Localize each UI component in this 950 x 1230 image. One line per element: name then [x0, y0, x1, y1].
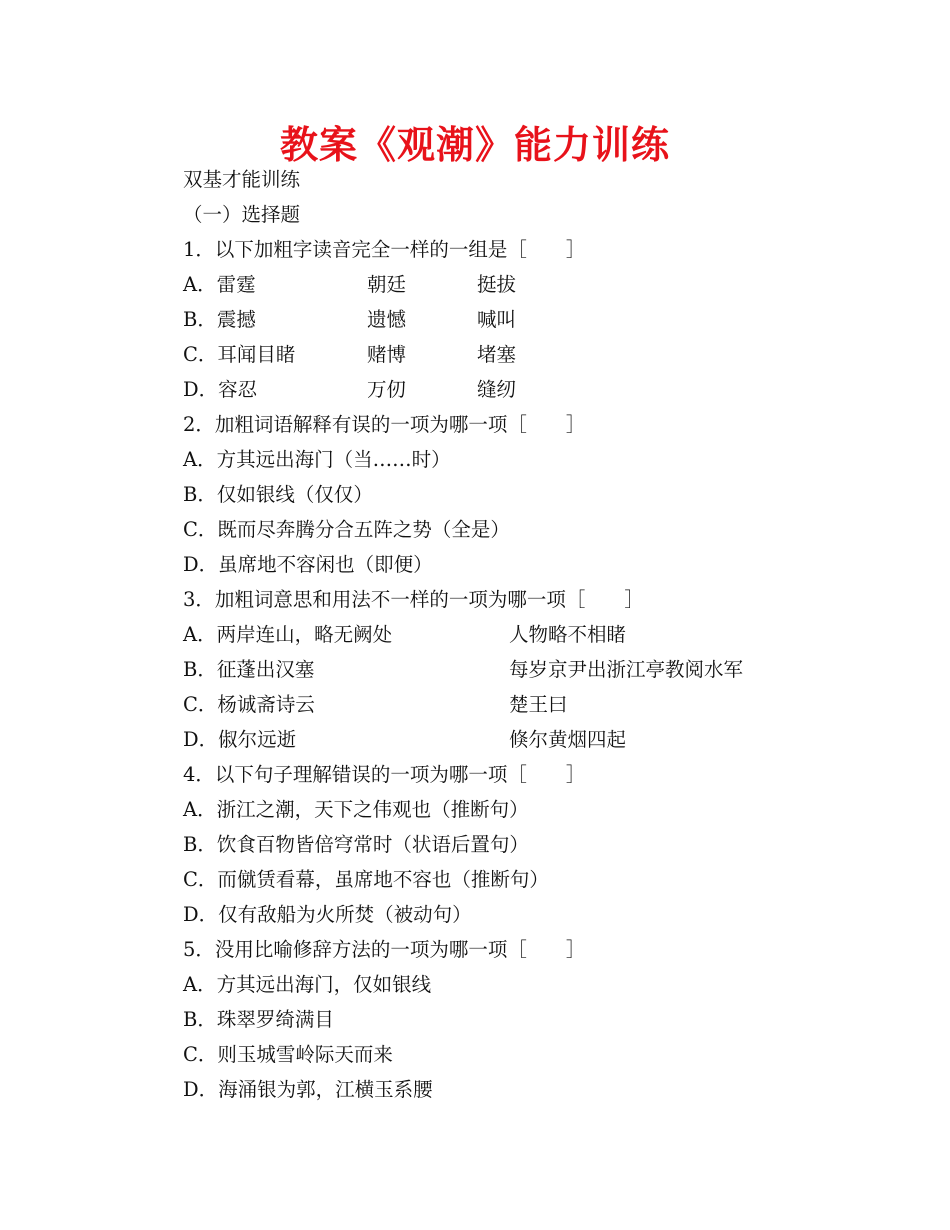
question-2-option-b: B．仅如银线（仅仅）	[183, 483, 373, 506]
question-4-option-d: D．仅有敌船为火所焚（被动句）	[183, 903, 472, 926]
subsection-heading: （一）选择题	[183, 203, 301, 226]
option-compare: 楚王曰	[509, 693, 568, 716]
question-3-option-d	[183, 722, 883, 757]
question-4-option-b: B．饮食百物皆倍穹常时（状语后置句）	[183, 833, 529, 856]
option-word-3: 挺拔	[477, 273, 517, 296]
option-label: A．雷霆	[183, 273, 256, 296]
option-compare: 倏尔黄烟四起	[509, 728, 627, 751]
question-3-option-a	[183, 617, 883, 652]
page-title: 教案《观潮》能力训练	[279, 123, 670, 167]
question-1-option-c	[183, 337, 883, 372]
option-word-3: 堵塞	[477, 343, 517, 366]
question-5-option-d: D．海涌银为郭，江横玉系腰	[183, 1078, 433, 1101]
question-2-stem: 2．加粗词语解释有误的一项为哪一项［ ］	[183, 413, 586, 436]
question-5-option-a: A．方其远出海门，仅如银线	[183, 973, 432, 996]
option-label: C．耳闻目睹	[183, 343, 296, 366]
option-label: B．征蓬出汉塞	[183, 658, 315, 681]
question-5-stem: 5．没用比喻修辞方法的一项为哪一项［ ］	[183, 938, 586, 961]
document-body	[183, 162, 883, 1107]
question-1-option-b	[183, 302, 883, 337]
option-compare: 人物略不相睹	[509, 623, 627, 646]
question-2-option-d: D．虽席地不容闲也（即便）	[183, 553, 433, 576]
question-3-option-c	[183, 687, 883, 722]
option-word-2: 遗憾	[367, 308, 407, 331]
option-label: B．震撼	[183, 308, 256, 331]
question-1-option-a	[183, 267, 883, 302]
question-1-stem: 1．以下加粗字读音完全一样的一组是［ ］	[183, 238, 586, 261]
option-word-2: 赌博	[367, 343, 407, 366]
option-compare: 每岁京尹出浙江亭教阅水军	[509, 658, 744, 681]
question-4-stem: 4．以下句子理解错误的一项为哪一项［ ］	[183, 763, 586, 786]
option-word-2: 朝廷	[367, 273, 407, 296]
question-4-option-a: A．浙江之潮，天下之伟观也（推断句）	[183, 798, 529, 821]
option-word-3: 缝纫	[477, 378, 517, 401]
option-label: C．杨诚斋诗云	[183, 693, 315, 716]
question-2-option-c: C．既而尽奔腾分合五阵之势（全是）	[183, 518, 510, 541]
section-heading: 双基才能训练	[183, 168, 301, 191]
question-5-option-b: B．珠翠罗绮满目	[183, 1008, 334, 1031]
question-1-option-d	[183, 372, 883, 407]
question-4-option-c: C．而僦赁看幕，虽席地不容也（推断句）	[183, 868, 549, 891]
question-3-option-b	[183, 652, 883, 687]
option-label: D．俶尔远逝	[183, 728, 297, 751]
question-3-stem: 3．加粗词意思和用法不一样的一项为哪一项［ ］	[183, 588, 644, 611]
option-word-2: 万仞	[367, 378, 407, 401]
option-label: A．两岸连山，略无阙处	[183, 623, 393, 646]
question-5-option-c: C．则玉城雪岭际天而来	[183, 1043, 393, 1066]
question-2-option-a: A．方其远出海门（当……时）	[183, 448, 451, 471]
option-label: D．容忍	[183, 378, 258, 401]
option-word-3: 喊叫	[477, 308, 517, 331]
